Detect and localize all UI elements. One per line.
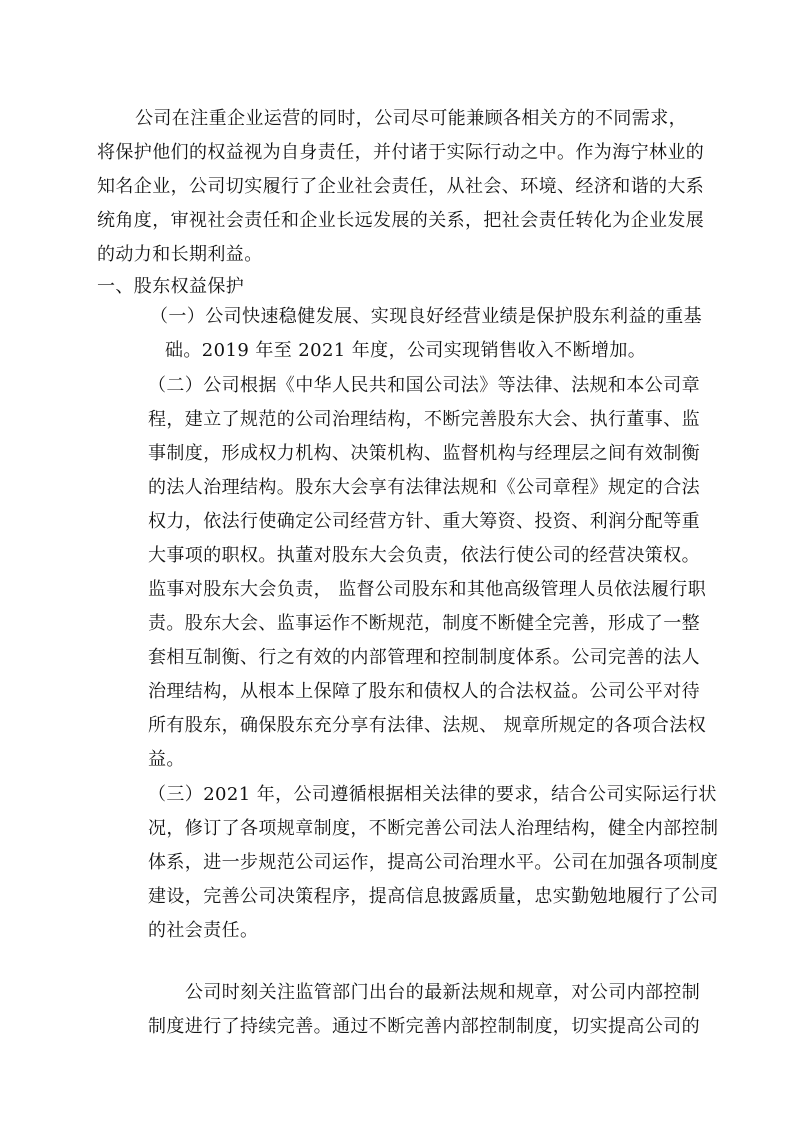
item2-line-4: 的法人治理结构。股东大会享有法律法规和《公司章程》规定的合法 (148, 477, 700, 498)
item1-line-1: （一）公司快速稳健发展、实现良好经营业绩是保护股东利益的重基 (150, 306, 702, 327)
item3-line-5: 的社会责任。 (148, 920, 259, 941)
item2-line-2: 程，建立了规范的公司治理结构，不断完善股东大会、执行董事、监 (148, 409, 700, 430)
section-heading: 一、股东权益保护 (97, 276, 245, 297)
item3-line-1: （三）2021 年，公司遵循根据相关法律的要求，结合公司实际运行状 (148, 784, 717, 805)
item2-line-7: 监事对股东大会负责， 监督公司股东和其他高级管理人员依法履行职 (148, 579, 707, 600)
item2-line-11: 所有股东，确保股东充分享有法律、法规、 规章所规定的各项合法权 (148, 715, 707, 736)
item1-line-2: 础。2019 年至 2021 年度，公司实现销售收入不断增加。 (165, 340, 647, 361)
intro-line-4: 统角度，审视社会责任和企业长远发展的关系，把社会责任转化为企业发展 (97, 210, 705, 231)
item2-line-9: 套相互制衡、行之有效的内部管理和控制制度体系。公司完善的法人 (148, 647, 700, 668)
item2-line-10: 治理结构，从根本上保障了股东和债权人的合法权益。公司公平对待 (148, 681, 700, 702)
item2-line-12: 益。 (148, 749, 185, 770)
item2-line-6: 大事项的职权。执董对股东大会负责，依法行使公司的经营决策权。 (148, 545, 700, 566)
intro-line-1: 公司在注重企业运营的同时，公司尽可能兼顾各相关方的不同需求， (135, 108, 687, 129)
item2-line-1: （二）公司根据《中华人民共和国公司法》等法律、法规和本公司章 (148, 375, 700, 396)
item2-line-8: 责。股东大会、监事运作不断规范，制度不断健全完善，形成了一整 (148, 613, 700, 634)
item2-line-5: 权力，依法行使确定公司经营方针、重大筹资、投资、利润分配等重 (148, 511, 700, 532)
item3-line-2: 况，修订了各项规章制度，不断完善公司法人治理结构，健全内部控制 (148, 818, 719, 839)
closing-line-2: 制度进行了持续完善。通过不断完善内部控制制度，切实提高公司的 (148, 1016, 700, 1037)
intro-line-5: 的动力和长期利益。 (97, 244, 263, 265)
intro-line-3: 知名企业，公司切实履行了企业社会责任，从社会、环境、经济和谐的大系 (97, 176, 705, 197)
item3-line-4: 建设，完善公司决策程序，提高信息披露质量，忠实勤勉地履行了公司 (148, 886, 719, 907)
intro-line-2: 将保护他们的权益视为自身责任，并付诸于实际行动之中。作为海宁林业的 (97, 142, 705, 163)
item2-line-3: 事制度，形成权力机构、决策机构、监督机构与经理层之间有效制衡 (148, 443, 700, 464)
closing-line-1: 公司时刻关注监管部门出台的最新法规和规章，对公司内部控制 (185, 982, 701, 1003)
item3-line-3: 体系，进一步规范公司运作，提高公司治理水平。公司在加强各项制度 (148, 852, 719, 873)
